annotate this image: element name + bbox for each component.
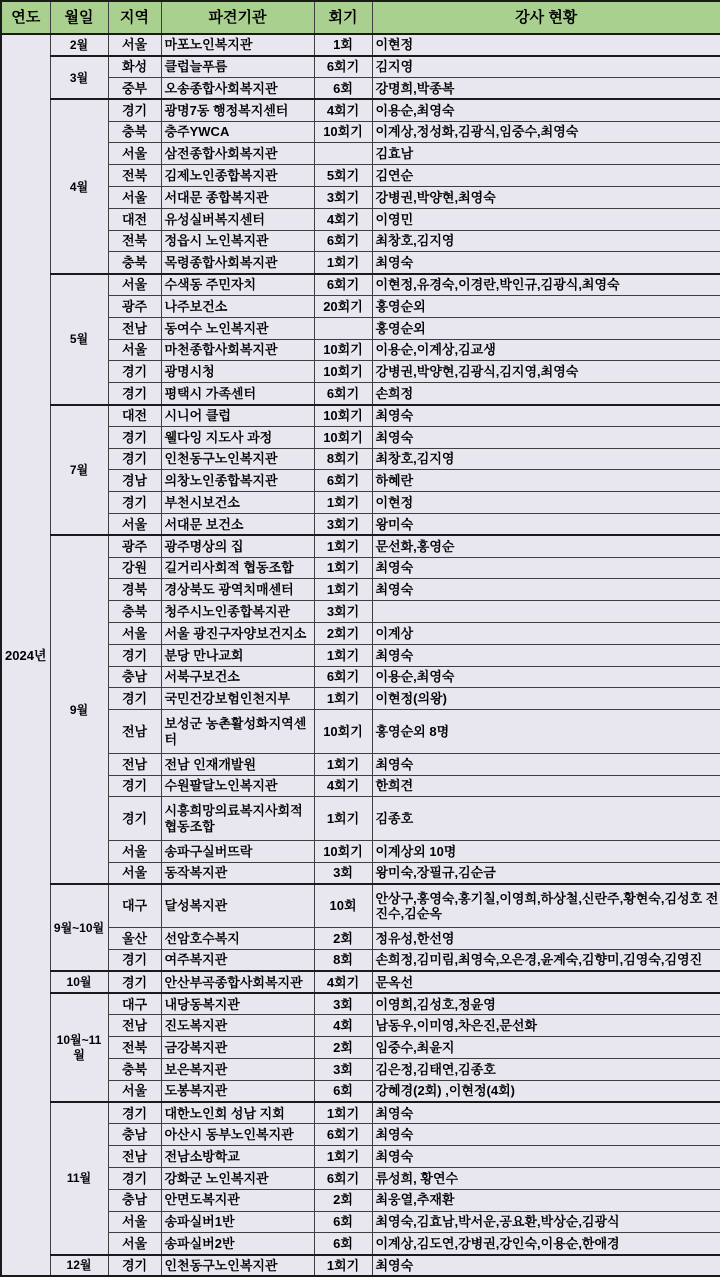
table-header xyxy=(1,1,720,34)
sessions-cell: 1회기 xyxy=(314,688,372,710)
sessions-cell: 1회기 xyxy=(314,579,372,601)
instructors-cell xyxy=(372,601,720,623)
month-cell: 9월~10월 xyxy=(50,884,108,971)
sessions-cell: 6회 xyxy=(314,1211,372,1233)
org-cell: 보은복지관 xyxy=(161,1058,314,1080)
table-row xyxy=(1,1102,720,1124)
column-header-region: 지역 xyxy=(108,1,161,34)
region-cell: 전남 xyxy=(108,1146,161,1168)
region-cell: 전남 xyxy=(108,317,161,339)
instructors-cell: 이계상,김도연,강병권,강인숙,이용순,한애경 xyxy=(372,1233,720,1255)
org-cell: 시니어 클럽 xyxy=(161,405,314,427)
column-header-org: 파견기관 xyxy=(161,1,314,34)
sessions-cell: 3회기 xyxy=(314,601,372,623)
org-cell: 여주복지관 xyxy=(161,949,314,971)
region-cell: 서울 xyxy=(108,1211,161,1233)
month-cell: 9월 xyxy=(50,535,108,884)
sessions-cell: 6회 xyxy=(314,1233,372,1255)
instructors-cell: 최영숙 xyxy=(372,753,720,775)
sessions-cell: 3회기 xyxy=(314,514,372,536)
month-cell: 2월 xyxy=(50,34,108,56)
org-cell: 인천동구노인복지관 xyxy=(161,448,314,470)
header-row xyxy=(1,1,720,34)
instructors-cell: 손희정,김미림,최영숙,오은경,윤계숙,김향미,김영숙,김영진 xyxy=(372,949,720,971)
sessions-cell: 1회기 xyxy=(314,252,372,274)
region-cell: 경남 xyxy=(108,470,161,492)
sessions-cell: 6회기 xyxy=(314,1167,372,1189)
sessions-cell: 10회기 xyxy=(314,710,372,754)
sessions-cell: 5회기 xyxy=(314,165,372,187)
org-cell: 송파실버2반 xyxy=(161,1233,314,1255)
org-cell: 나주보건소 xyxy=(161,296,314,318)
org-cell: 인천동구노인복지관 xyxy=(161,1255,314,1277)
instructors-cell: 왕미숙,장필규,김순금 xyxy=(372,862,720,884)
org-cell: 길거리사회적 협동조합 xyxy=(161,557,314,579)
sessions-cell xyxy=(314,317,372,339)
instructors-cell: 최창호,김지영 xyxy=(372,448,720,470)
instructors-cell: 이계상 xyxy=(372,623,720,645)
sessions-cell: 6회기 xyxy=(314,1124,372,1146)
org-cell: 청주시노인종합복지관 xyxy=(161,601,314,623)
table-row xyxy=(1,448,720,470)
sessions-cell: 10회 xyxy=(314,884,372,928)
instructors-cell: 최웅열,추재환 xyxy=(372,1189,720,1211)
sessions-cell: 1회기 xyxy=(314,557,372,579)
table-row xyxy=(1,666,720,688)
instructors-cell: 최영숙 xyxy=(372,1255,720,1277)
table-row xyxy=(1,1058,720,1080)
table-row xyxy=(1,143,720,165)
table-row xyxy=(1,492,720,514)
sessions-cell: 10회기 xyxy=(314,426,372,448)
table-row xyxy=(1,470,720,492)
sessions-cell: 1회기 xyxy=(314,1146,372,1168)
region-cell: 경기 xyxy=(108,775,161,797)
table-row xyxy=(1,710,720,754)
sessions-cell: 10회기 xyxy=(314,840,372,862)
instructors-cell: 이현정 xyxy=(372,34,720,56)
org-cell: 부천시보건소 xyxy=(161,492,314,514)
table-row xyxy=(1,557,720,579)
instructors-cell: 최영숙 xyxy=(372,1124,720,1146)
table-row xyxy=(1,1146,720,1168)
sessions-cell: 6회기 xyxy=(314,56,372,78)
sessions-cell: 4회기 xyxy=(314,99,372,121)
instructors-cell: 최영숙 xyxy=(372,252,720,274)
sessions-cell: 1회기 xyxy=(314,492,372,514)
org-cell: 금강복지관 xyxy=(161,1037,314,1059)
sessions-cell: 10회기 xyxy=(314,121,372,143)
sessions-cell: 10회기 xyxy=(314,405,372,427)
table-row xyxy=(1,361,720,383)
region-cell: 전남 xyxy=(108,710,161,754)
instructors-cell: 문선화,홍영순 xyxy=(372,535,720,557)
table-row xyxy=(1,383,720,405)
table-row xyxy=(1,317,720,339)
region-cell: 충북 xyxy=(108,121,161,143)
org-cell: 분당 만나교회 xyxy=(161,644,314,666)
sessions-cell: 1회기 xyxy=(314,644,372,666)
sessions-cell: 6회 xyxy=(314,78,372,100)
org-cell: 도봉복지관 xyxy=(161,1080,314,1102)
sessions-cell: 20회기 xyxy=(314,296,372,318)
table-row xyxy=(1,296,720,318)
region-cell: 충남 xyxy=(108,666,161,688)
org-cell: 안면도복지관 xyxy=(161,1189,314,1211)
table-row xyxy=(1,252,720,274)
sessions-cell: 10회기 xyxy=(314,339,372,361)
instructors-cell: 이용순,최영숙 xyxy=(372,99,720,121)
org-cell: 동작복지관 xyxy=(161,862,314,884)
month-cell: 10월 xyxy=(50,971,108,993)
sessions-cell: 8회기 xyxy=(314,448,372,470)
org-cell: 광주명상의 집 xyxy=(161,535,314,557)
table-row xyxy=(1,121,720,143)
region-cell: 충북 xyxy=(108,601,161,623)
instructors-cell: 임중수,최윤지 xyxy=(372,1037,720,1059)
instructors-cell: 강명희,박종복 xyxy=(372,78,720,100)
region-cell: 전남 xyxy=(108,753,161,775)
sessions-cell: 1회 xyxy=(314,34,372,56)
sessions-cell: 3회 xyxy=(314,993,372,1015)
instructors-cell: 김은정,김태연,김종호 xyxy=(372,1058,720,1080)
org-cell: 오송종합사회복지관 xyxy=(161,78,314,100)
instructors-cell: 류성희, 황연수 xyxy=(372,1167,720,1189)
org-cell: 아산시 동부노인복지관 xyxy=(161,1124,314,1146)
sessions-cell: 3회 xyxy=(314,1058,372,1080)
org-cell: 수원팔달노인복지관 xyxy=(161,775,314,797)
region-cell: 전북 xyxy=(108,230,161,252)
sessions-cell: 4회기 xyxy=(314,775,372,797)
org-cell: 유성실버복지센터 xyxy=(161,208,314,230)
org-cell: 송파구실버뜨락 xyxy=(161,840,314,862)
region-cell: 서울 xyxy=(108,623,161,645)
org-cell: 시흥희망의료복지사회적협동조합 xyxy=(161,797,314,841)
sessions-cell: 6회기 xyxy=(314,470,372,492)
region-cell: 강원 xyxy=(108,557,161,579)
region-cell: 전남 xyxy=(108,1015,161,1037)
table-row xyxy=(1,1211,720,1233)
table-row xyxy=(1,405,720,427)
region-cell: 경기 xyxy=(108,426,161,448)
year-cell: 2024년 xyxy=(1,34,50,1276)
instructors-cell: 김종호 xyxy=(372,797,720,841)
org-cell: 송파실버1반 xyxy=(161,1211,314,1233)
table-row xyxy=(1,1124,720,1146)
sessions-cell: 6회기 xyxy=(314,666,372,688)
instructors-cell: 이영민 xyxy=(372,208,720,230)
org-cell: 달성복지관 xyxy=(161,884,314,928)
instructors-cell: 김연순 xyxy=(372,165,720,187)
region-cell: 경기 xyxy=(108,971,161,993)
instructors-cell: 최영숙,김효남,박서운,공요환,박상순,김광식 xyxy=(372,1211,720,1233)
table-row xyxy=(1,1015,720,1037)
region-cell: 경북 xyxy=(108,579,161,601)
instructors-cell: 홍영순외 xyxy=(372,317,720,339)
instructors-cell: 이용순,이계상,김교생 xyxy=(372,339,720,361)
table-row xyxy=(1,579,720,601)
region-cell: 서울 xyxy=(108,34,161,56)
region-cell: 대구 xyxy=(108,993,161,1015)
region-cell: 경기 xyxy=(108,383,161,405)
sessions-cell: 1회기 xyxy=(314,535,372,557)
column-header-month: 월일 xyxy=(50,1,108,34)
sessions-cell: 3회 xyxy=(314,862,372,884)
sessions-cell: 6회기 xyxy=(314,274,372,296)
org-cell: 전남 인재개발원 xyxy=(161,753,314,775)
region-cell: 충남 xyxy=(108,1124,161,1146)
table-row xyxy=(1,601,720,623)
table-row xyxy=(1,1037,720,1059)
sessions-cell: 4회기 xyxy=(314,208,372,230)
org-cell: 선암호수복지 xyxy=(161,928,314,950)
table-row xyxy=(1,339,720,361)
org-cell: 마포노인복지관 xyxy=(161,34,314,56)
sessions-cell: 1회기 xyxy=(314,1255,372,1277)
table-row xyxy=(1,99,720,121)
table-row xyxy=(1,426,720,448)
table-row xyxy=(1,165,720,187)
region-cell: 경기 xyxy=(108,448,161,470)
org-cell: 목령종합사회복지관 xyxy=(161,252,314,274)
region-cell: 서울 xyxy=(108,862,161,884)
table-row xyxy=(1,971,720,993)
sessions-cell: 2회 xyxy=(314,1037,372,1059)
org-cell: 안산부곡종합사회복지관 xyxy=(161,971,314,993)
month-cell: 12월 xyxy=(50,1255,108,1277)
region-cell: 경기 xyxy=(108,492,161,514)
region-cell: 서울 xyxy=(108,1080,161,1102)
table-row xyxy=(1,1189,720,1211)
org-cell: 내당동복지관 xyxy=(161,993,314,1015)
sessions-cell: 1회기 xyxy=(314,753,372,775)
instructors-cell: 이계상,정성화,김광식,임중수,최영숙 xyxy=(372,121,720,143)
sessions-cell: 2회 xyxy=(314,1189,372,1211)
instructors-cell: 김효남 xyxy=(372,143,720,165)
org-cell: 의창노인종합복지관 xyxy=(161,470,314,492)
org-cell: 정읍시 노인복지관 xyxy=(161,230,314,252)
table-row xyxy=(1,862,720,884)
column-header-year: 연도 xyxy=(1,1,50,34)
region-cell: 중부 xyxy=(108,78,161,100)
region-cell: 광주 xyxy=(108,535,161,557)
instructors-cell: 최영숙 xyxy=(372,644,720,666)
sessions-cell: 2회기 xyxy=(314,623,372,645)
org-cell: 대한노인회 성남 지회 xyxy=(161,1102,314,1124)
org-cell: 클럽늘푸름 xyxy=(161,56,314,78)
org-cell: 평택시 가족센터 xyxy=(161,383,314,405)
table-row xyxy=(1,993,720,1015)
sessions-cell: 1회기 xyxy=(314,1102,372,1124)
sessions-cell: 6회기 xyxy=(314,383,372,405)
instructors-cell: 안상구,홍영숙,홍기칠,이영희,하상철,신란주,황현숙,김성호 전진수,김순옥 xyxy=(372,884,720,928)
region-cell: 서울 xyxy=(108,339,161,361)
org-cell: 충주YWCA xyxy=(161,121,314,143)
region-cell: 경기 xyxy=(108,688,161,710)
org-cell: 삼전종합사회복지관 xyxy=(161,143,314,165)
sessions-cell: 6회기 xyxy=(314,230,372,252)
month-cell: 7월 xyxy=(50,405,108,536)
table-row xyxy=(1,840,720,862)
instructors-cell: 정유성,한선영 xyxy=(372,928,720,950)
sessions-cell: 4회기 xyxy=(314,971,372,993)
instructors-cell: 왕미숙 xyxy=(372,514,720,536)
table-row xyxy=(1,1080,720,1102)
org-cell: 광명시청 xyxy=(161,361,314,383)
month-cell: 3월 xyxy=(50,56,108,100)
month-cell: 5월 xyxy=(50,274,108,405)
month-cell: 11월 xyxy=(50,1102,108,1255)
sessions-cell: 2회 xyxy=(314,928,372,950)
region-cell: 전북 xyxy=(108,165,161,187)
org-cell: 서울 광진구자양보건지소 xyxy=(161,623,314,645)
table-row xyxy=(1,1167,720,1189)
sessions-cell xyxy=(314,143,372,165)
org-cell: 동여수 노인복지관 xyxy=(161,317,314,339)
table-row xyxy=(1,1255,720,1277)
instructors-cell: 이용순,최영숙 xyxy=(372,666,720,688)
region-cell: 경기 xyxy=(108,99,161,121)
region-cell: 경기 xyxy=(108,797,161,841)
region-cell: 울산 xyxy=(108,928,161,950)
org-cell: 서북구보건소 xyxy=(161,666,314,688)
instructors-cell: 하혜란 xyxy=(372,470,720,492)
sessions-cell: 3회기 xyxy=(314,187,372,209)
region-cell: 경기 xyxy=(108,1255,161,1277)
org-cell: 김제노인종합복지관 xyxy=(161,165,314,187)
table-row xyxy=(1,753,720,775)
org-cell: 국민건강보험인천지부 xyxy=(161,688,314,710)
month-cell: 4월 xyxy=(50,99,108,273)
org-cell: 전남소방학교 xyxy=(161,1146,314,1168)
table-row xyxy=(1,274,720,296)
table-row xyxy=(1,775,720,797)
sessions-cell: 8회 xyxy=(314,949,372,971)
region-cell: 대전 xyxy=(108,405,161,427)
instructors-cell: 최영숙 xyxy=(372,579,720,601)
region-cell: 전북 xyxy=(108,1037,161,1059)
instructors-cell: 이현정 xyxy=(372,492,720,514)
table-row xyxy=(1,208,720,230)
table-row xyxy=(1,644,720,666)
table-row xyxy=(1,514,720,536)
instructors-cell: 김지영 xyxy=(372,56,720,78)
region-cell: 경기 xyxy=(108,361,161,383)
region-cell: 대구 xyxy=(108,884,161,928)
instructors-cell: 이현정(의왕) xyxy=(372,688,720,710)
month-cell: 10월~11월 xyxy=(50,993,108,1102)
instructors-cell: 강혜경(2회) ,이현정(4회) xyxy=(372,1080,720,1102)
instructors-cell: 홍영순외 xyxy=(372,296,720,318)
table-row xyxy=(1,1233,720,1255)
instructors-cell: 이영희,김성호,정윤영 xyxy=(372,993,720,1015)
region-cell: 서울 xyxy=(108,514,161,536)
table-row xyxy=(1,928,720,950)
instructors-cell: 최영숙 xyxy=(372,557,720,579)
org-cell: 광명7동 행정복지센터 xyxy=(161,99,314,121)
org-cell: 웰다잉 지도사 과정 xyxy=(161,426,314,448)
org-cell: 진도복지관 xyxy=(161,1015,314,1037)
region-cell: 충남 xyxy=(108,1189,161,1211)
column-header-sessions: 회기 xyxy=(314,1,372,34)
org-cell: 마천종합사회복지관 xyxy=(161,339,314,361)
region-cell: 경기 xyxy=(108,949,161,971)
instructors-cell: 최창호,김지영 xyxy=(372,230,720,252)
region-cell: 광주 xyxy=(108,296,161,318)
instructors-cell: 이계상외 10명 xyxy=(372,840,720,862)
table-row xyxy=(1,230,720,252)
table-row xyxy=(1,56,720,78)
instructors-cell: 최영숙 xyxy=(372,426,720,448)
org-cell: 강화군 노인복지관 xyxy=(161,1167,314,1189)
sessions-cell: 10회기 xyxy=(314,361,372,383)
region-cell: 화성 xyxy=(108,56,161,78)
table-row xyxy=(1,187,720,209)
region-cell: 서울 xyxy=(108,840,161,862)
region-cell: 경기 xyxy=(108,644,161,666)
instructors-cell: 최영숙 xyxy=(372,1146,720,1168)
instructors-cell: 최영숙 xyxy=(372,1102,720,1124)
table-row xyxy=(1,688,720,710)
region-cell: 대전 xyxy=(108,208,161,230)
table-row xyxy=(1,949,720,971)
table-row xyxy=(1,78,720,100)
table-row xyxy=(1,623,720,645)
org-cell: 보성군 농촌활성화지역센터 xyxy=(161,710,314,754)
sessions-cell: 6회 xyxy=(314,1080,372,1102)
region-cell: 충북 xyxy=(108,252,161,274)
table-row xyxy=(1,34,720,56)
instructors-cell: 강병권,박양현,최영숙 xyxy=(372,187,720,209)
region-cell: 경기 xyxy=(108,1102,161,1124)
org-cell: 서대문 종합복지관 xyxy=(161,187,314,209)
table-row xyxy=(1,535,720,557)
instructors-cell: 홍영순외 8명 xyxy=(372,710,720,754)
region-cell: 충북 xyxy=(108,1058,161,1080)
sessions-cell: 1회기 xyxy=(314,797,372,841)
instructors-cell: 한희견 xyxy=(372,775,720,797)
instructors-cell: 강병권,박양현,김광식,김지영,최영숙 xyxy=(372,361,720,383)
instructors-cell: 최영숙 xyxy=(372,405,720,427)
table-row xyxy=(1,884,720,928)
instructors-cell: 손희정 xyxy=(372,383,720,405)
region-cell: 서울 xyxy=(108,143,161,165)
org-cell: 경상북도 광역치매센터 xyxy=(161,579,314,601)
instructors-cell: 이현정,유경숙,이경란,박인규,김광식,최영숙 xyxy=(372,274,720,296)
table-body xyxy=(1,34,720,1276)
org-cell: 수색동 주민자치 xyxy=(161,274,314,296)
column-header-instructors: 강사 현황 xyxy=(372,1,720,34)
instructors-cell: 문옥선 xyxy=(372,971,720,993)
region-cell: 서울 xyxy=(108,187,161,209)
instructors-cell: 남동우,이미영,차은진,문선화 xyxy=(372,1015,720,1037)
region-cell: 경기 xyxy=(108,1167,161,1189)
table-row xyxy=(1,797,720,841)
region-cell: 서울 xyxy=(108,1233,161,1255)
org-cell: 서대문 보건소 xyxy=(161,514,314,536)
sessions-cell: 4회 xyxy=(314,1015,372,1037)
region-cell: 서울 xyxy=(108,274,161,296)
